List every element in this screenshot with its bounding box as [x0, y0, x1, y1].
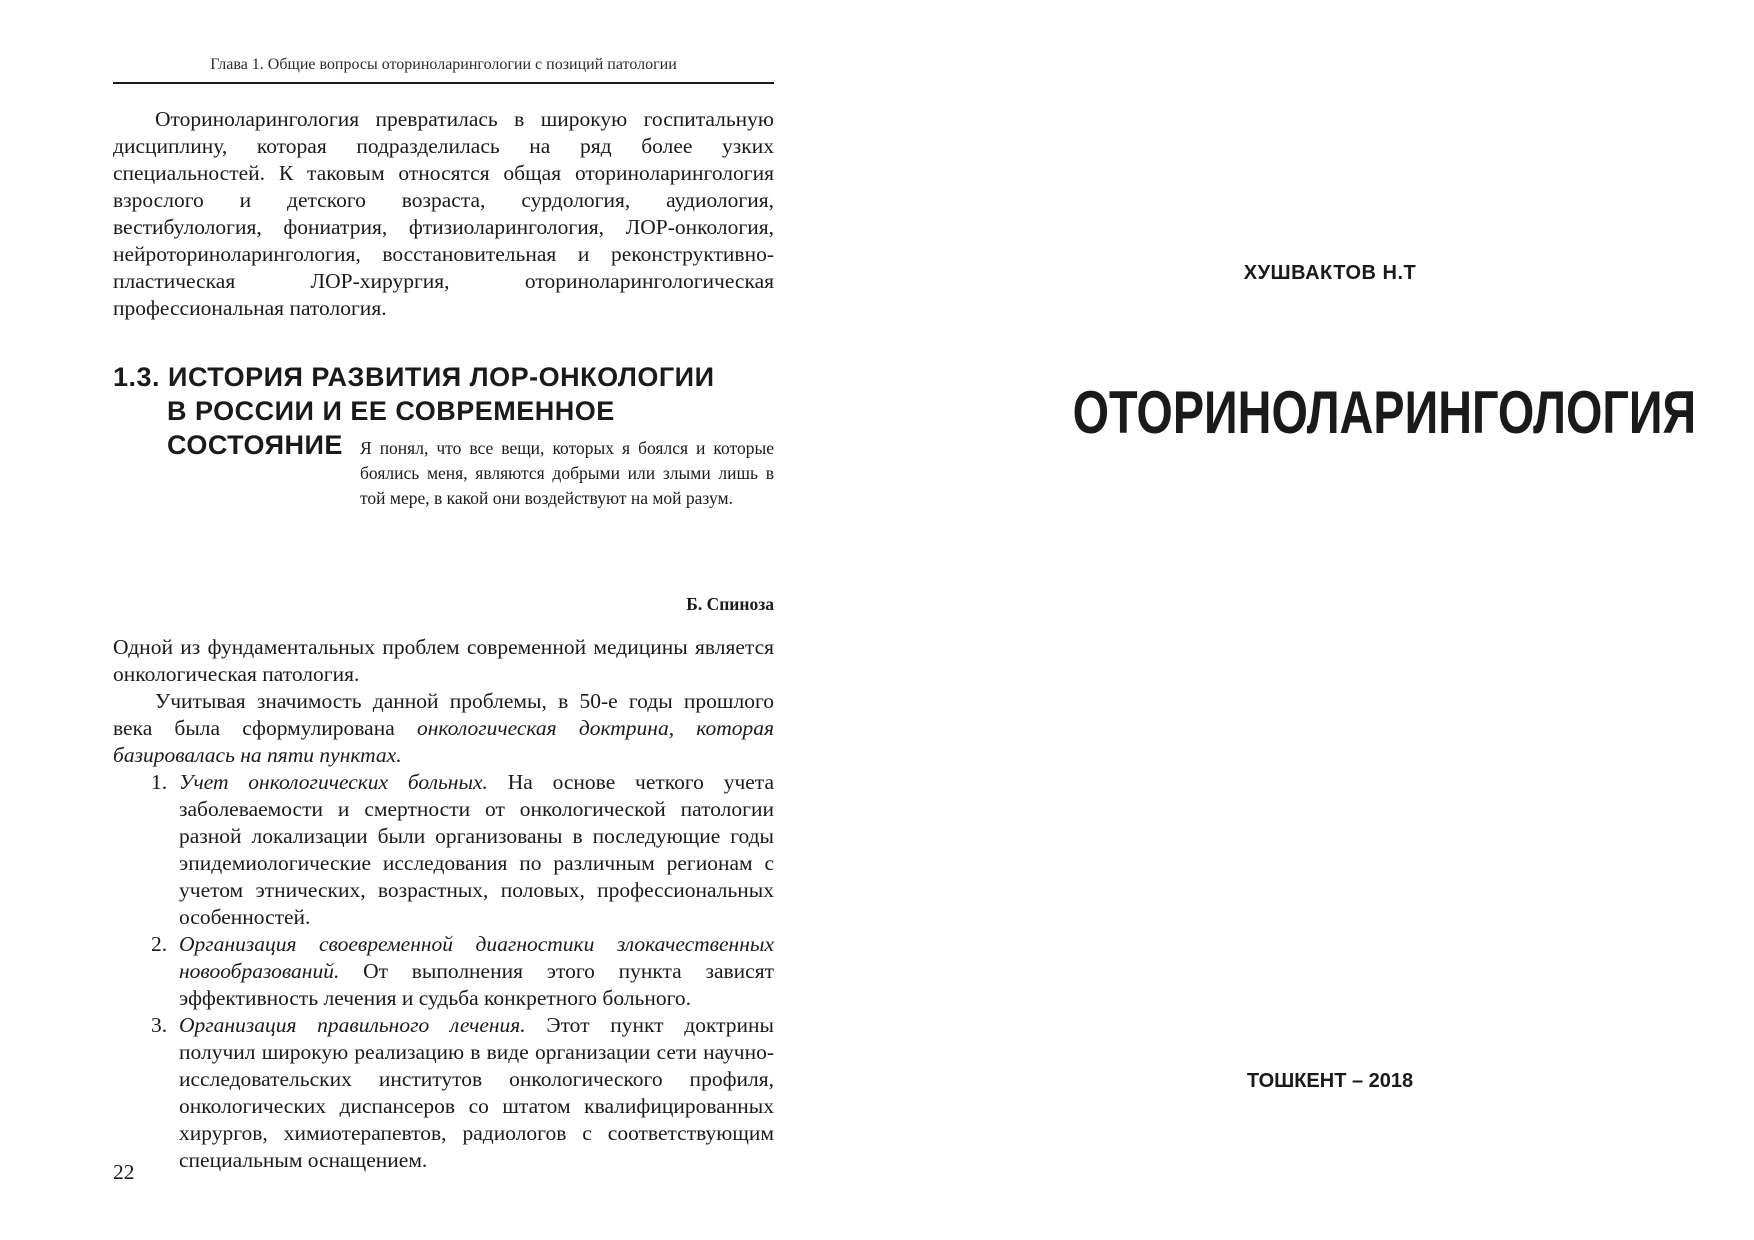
epigraph-author: Б. Спиноза [686, 594, 774, 614]
list-item-text: Этот пункт доктрины получил широкую реализацию в виде организации сети научно-исследовательских институтов онкологического профиля, онкологических диспансеров со штатом квалифицированных хирургов, химиотерапевтов, радиологов с соответствующим специальным оснащением. [179, 1013, 774, 1172]
list-item-title: Организация своевременной диагностики злокачественных новообразований. [179, 932, 774, 983]
doctrine-italic: онкологическая доктрина, которая базировалась на пяти пунктах. [113, 716, 775, 767]
list-item-number: 3. [151, 1013, 168, 1037]
doctrine-lead: Учитывая значимость данной проблемы, в 50-е годы прошлого века была сформулирована [113, 689, 774, 740]
list-item-text: От выполнения этого пункта зависят эффективность лечения и судьба конкретного больного. [179, 959, 774, 1010]
list-item-text: На основе четкого учета заболеваемости и смертности от онкологической патологии разной локализации были организованы в последующие годы эпидемиологические исследования по различным регионам с учетом этнических, возрастных, половых, профессиональных особенностей. [179, 770, 775, 929]
running-head-rule [113, 82, 774, 84]
epigraph-text: Я понял, что все вещи, которых я боялся и которые боялись меня, являются добрыми или злыми лишь в той мере, в какой они воздействуют на мой разум. [360, 438, 774, 508]
section-heading-line2: В РОССИИ И ЕЕ СОВРЕМЕННОЕ СОСТОЯНИЕ [167, 396, 615, 460]
intro-paragraph: Оториноларингология превратилась в широкую госпитальную дисциплину, которая подразделилась на ряд более узких специальностей. К таковым относятся общая оториноларингология взрослого и детского возраста, сурдология, аудиология, вестибулология, фониатрия, фтизиоларингология, ЛОР-онкология, нейроториноларингология, восстановительная и реконструктивно-пластическая ЛОР-хирургия, оториноларингологическая профессиональная патология. [113, 107, 774, 320]
right-page [1000, 0, 1754, 1240]
list-item-title: Организация правильного лечения. [179, 1013, 526, 1037]
body-block [113, 634, 774, 1174]
city-year: ТОШКЕНТ – 2018 [1246, 1070, 1414, 1092]
list-item-number: 1. [151, 770, 168, 794]
paragraph-doctrine [113, 688, 774, 769]
list-item [113, 1012, 774, 1174]
book-title: ОТОРИНОЛАРИНГОЛОГИЯ [1072, 379, 1697, 446]
running-head: Глава 1. Общие вопросы оториноларингологии с позиций патологии [210, 56, 677, 73]
doctrine-list [113, 769, 774, 1174]
list-item-number: 2. [151, 932, 168, 956]
list-item [113, 931, 774, 1012]
book-author: ХУШВАКТОВ Н.Т [1243, 262, 1417, 284]
intro-block [113, 106, 774, 322]
page-number: 22 [113, 1160, 135, 1184]
list-item [113, 769, 774, 931]
paragraph-problem: Одной из фундаментальных проблем современной медицины является онкологическая патология. [113, 635, 774, 686]
left-page [113, 48, 774, 1208]
section-heading-line1: 1.3. ИСТОРИЯ РАЗВИТИЯ ЛОР-ОНКОЛОГИИ [113, 362, 715, 392]
list-item-title: Учет онкологических больных. [179, 770, 488, 794]
